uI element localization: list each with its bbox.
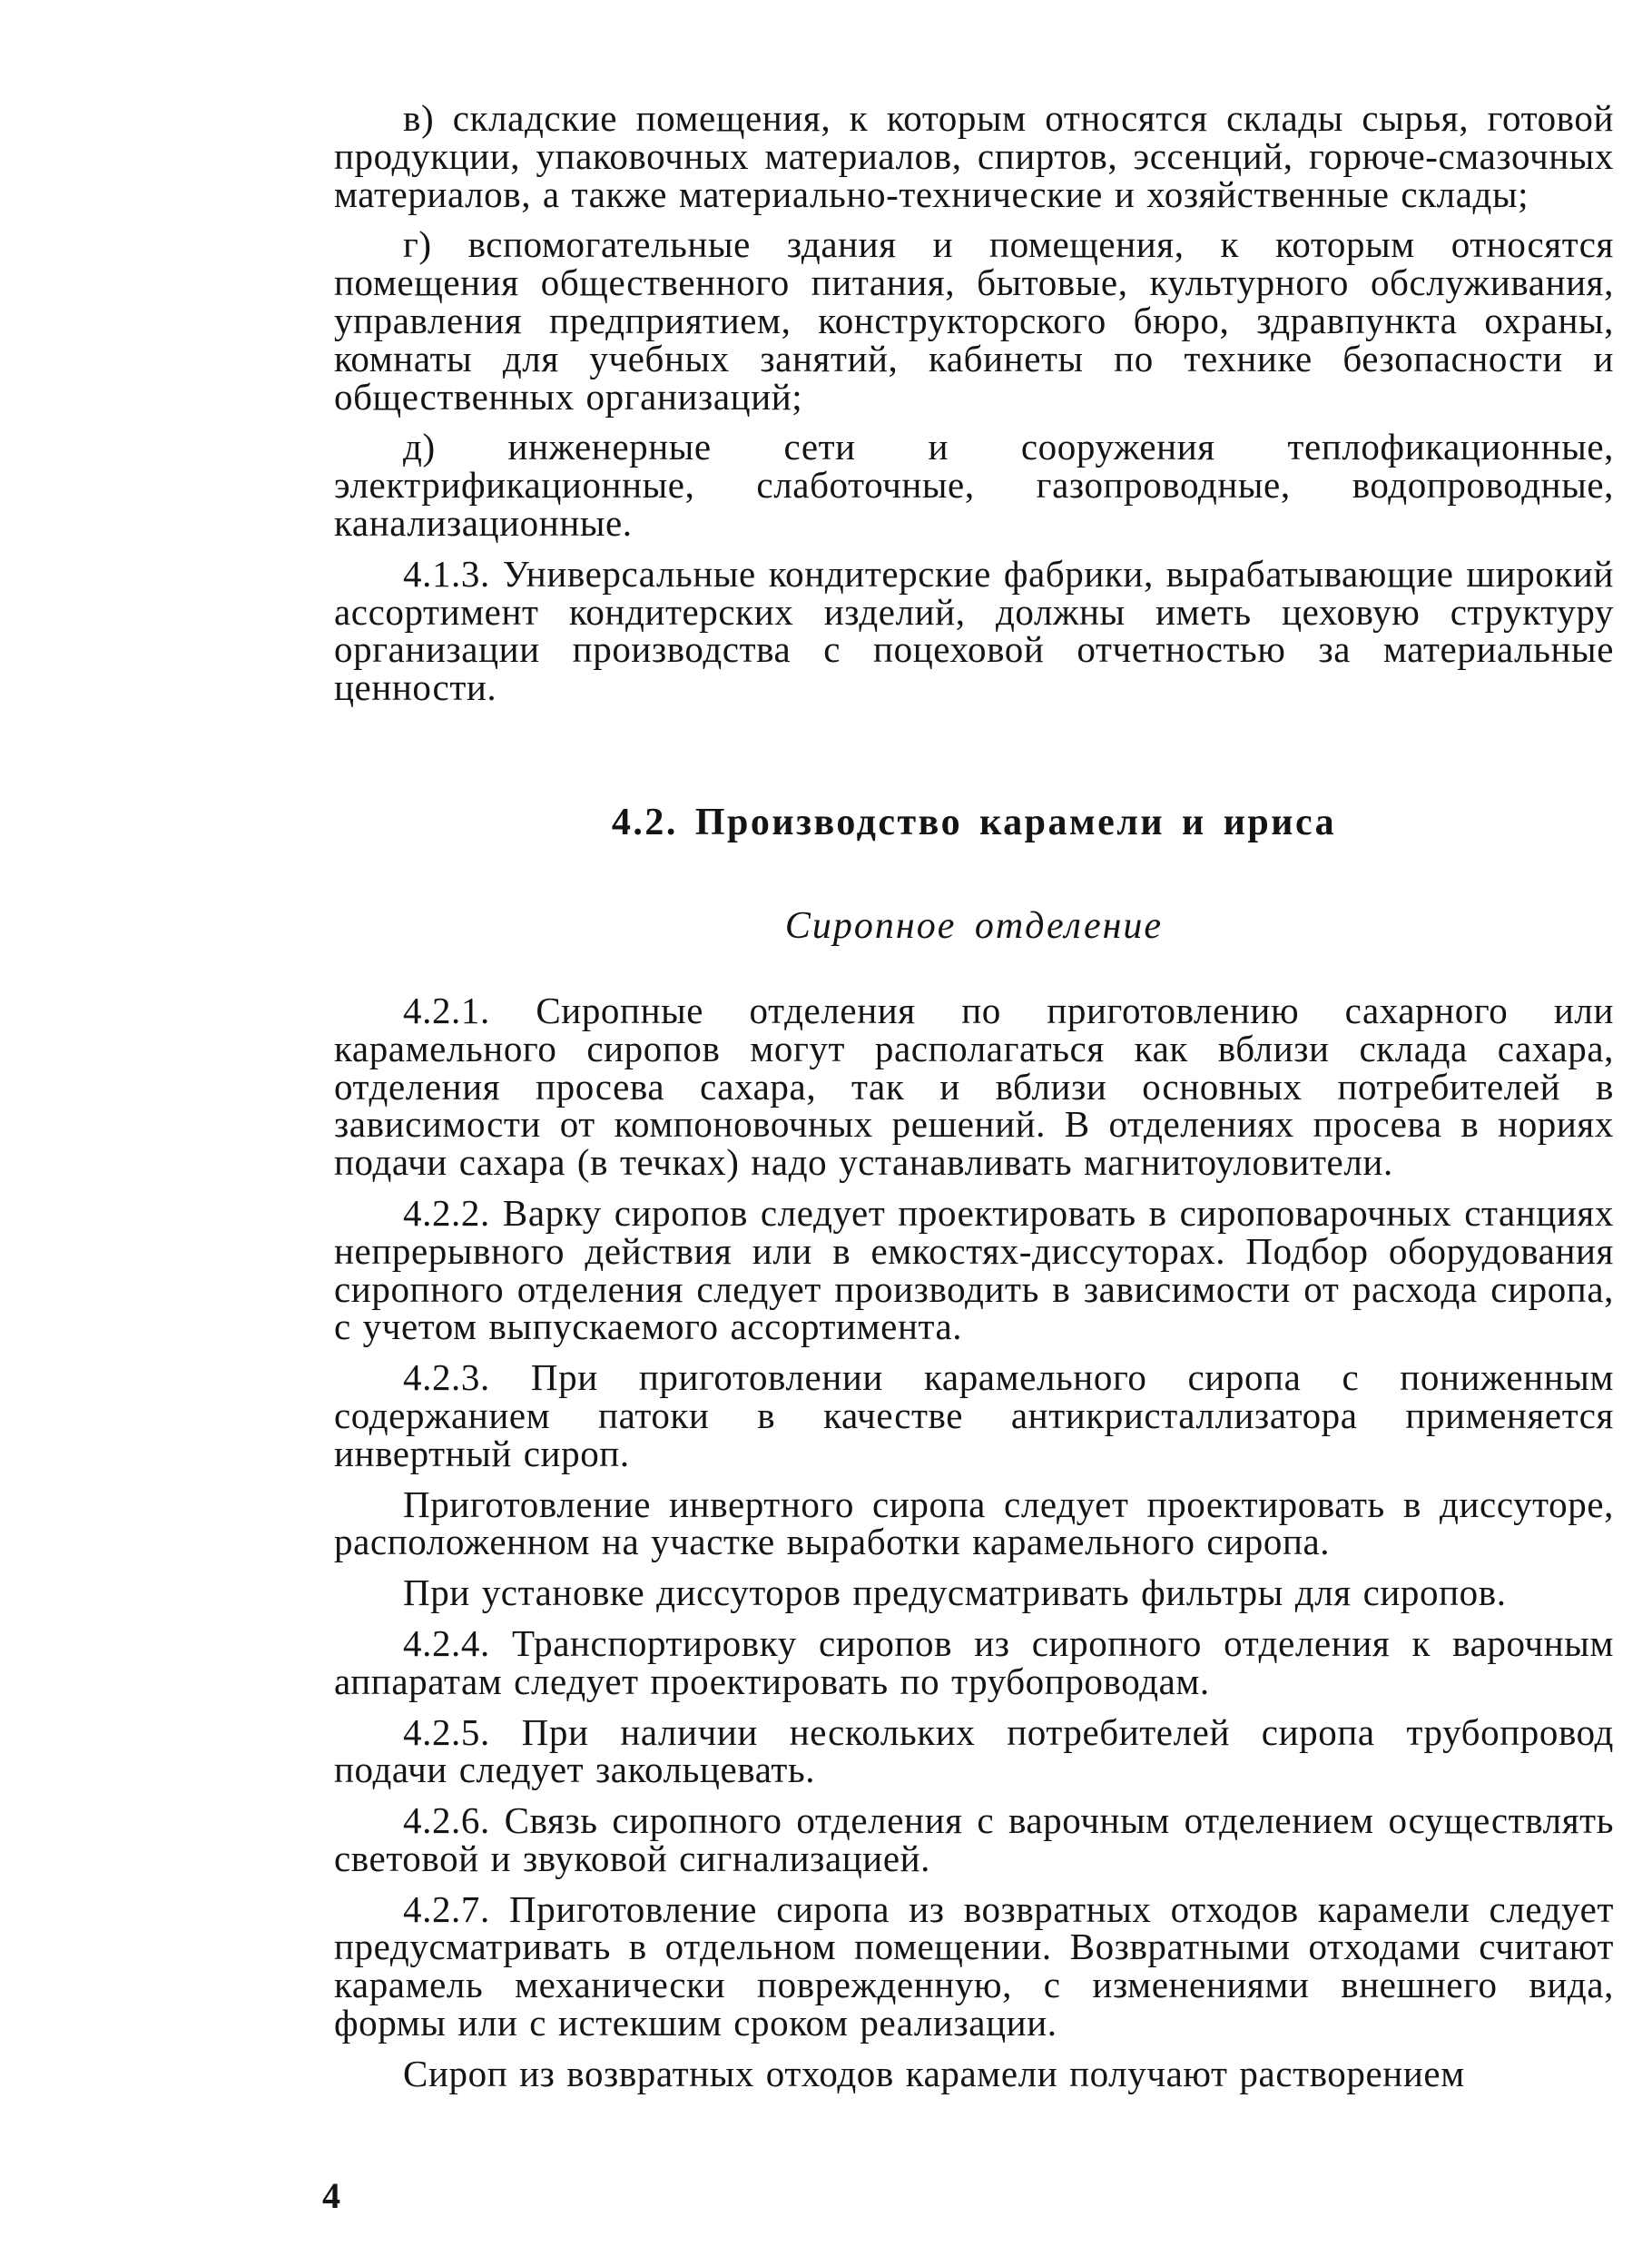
paragraph-4-2-6: 4.2.6. Связь сиропного отделения с варочным отделением осуществлять световой и звуковой сигнализацией. (334, 1799, 1614, 1879)
paragraph-4-2-1: 4.2.1. Сиропные отделения по приготовлению сахарного или карамельного сиропов могут располагаться как вблизи склада сахара, отделения просева сахара, так и вблизи основных потребителей в зависимости от компоновочных решений. В отделениях просева в нориях подачи сахара (в течках) надо устанавливать магнитоуловители. (334, 989, 1614, 1184)
paragraph-engineering-networks: д) инженерные сети и сооружения теплофикационные, электрификационные, слаботочные, газопроводные, водопроводные, канализационные. (334, 426, 1614, 544)
paragraph-filters: При установке диссуторов предусматривать фильтры для сиропов. (403, 1571, 1507, 1614)
paragraph-auxiliary-buildings: г) вспомогательные здания и помещения, к которым относятся помещения общественного питания, бытовые, культурного обслуживания, управления предприятием, конструкторского бюро, здравпункта охраны, комнаты для учебных занятий, кабинеты по технике безопасности и общественных организаций; (334, 223, 1614, 418)
paragraph-4-2-2: 4.2.2. Варку сиропов следует проектировать в сироповарочных станциях непрерывного действия или в емкостях-диссуторах. Подбор оборудования сиропного отделения следует производить в зависимости от расхода сиропа, с учетом выпускаемого ассортимента. (334, 1191, 1614, 1348)
page-number: 4 (322, 2175, 340, 2216)
paragraph-4-2-7: 4.2.7. Приготовление сиропа из возвратных отходов карамели следует предусматривать в отдельном помещении. Возвратными отходами считают карамель механически поврежденную, с изменениями внешнего вида, формы или с истекшим сроком реализации. (334, 1887, 1614, 2044)
section-title: 4.2. Производство карамели и ириса (611, 801, 1337, 843)
paragraph-4-2-4: 4.2.4. Транспортировку сиропов из сиропного отделения к варочным аппаратам следует проектировать по трубопроводам. (334, 1621, 1614, 1702)
paragraph-syrup-from-returns: Сироп из возвратных отходов карамели получают растворением (403, 2052, 1465, 2094)
document-page (334, 97, 1614, 2106)
paragraph-invert-syrup: Приготовление инвертного сиропа следует проектировать в диссуторе, расположенном на участке выработки карамельного сиропа. (334, 1483, 1614, 1563)
subsection-title: Сиропное отделение (784, 904, 1164, 947)
paragraph-4-1-3: 4.1.3. Универсальные кондитерские фабрики, вырабатывающие широкий ассортимент кондитерских изделий, должны иметь цеховую структуру организации производства с поцеховой отчетностью за материальные ценности. (334, 552, 1614, 709)
paragraph-4-2-3: 4.2.3. При приготовлении карамельного сиропа с пониженным содержанием патоки в качестве антикристаллизатора применяется инвертный сироп. (334, 1356, 1614, 1474)
paragraph-warehouses: в) складские помещения, к которым относятся склады сырья, готовой продукции, упаковочных материалов, спиртов, эссенций, горюче-смазочных материалов, а также материально-технические и хозяйственные склады; (334, 97, 1614, 215)
paragraph-4-2-5: 4.2.5. При наличии нескольких потребителей сиропа трубопровод подачи следует закольцевать. (334, 1710, 1614, 1791)
